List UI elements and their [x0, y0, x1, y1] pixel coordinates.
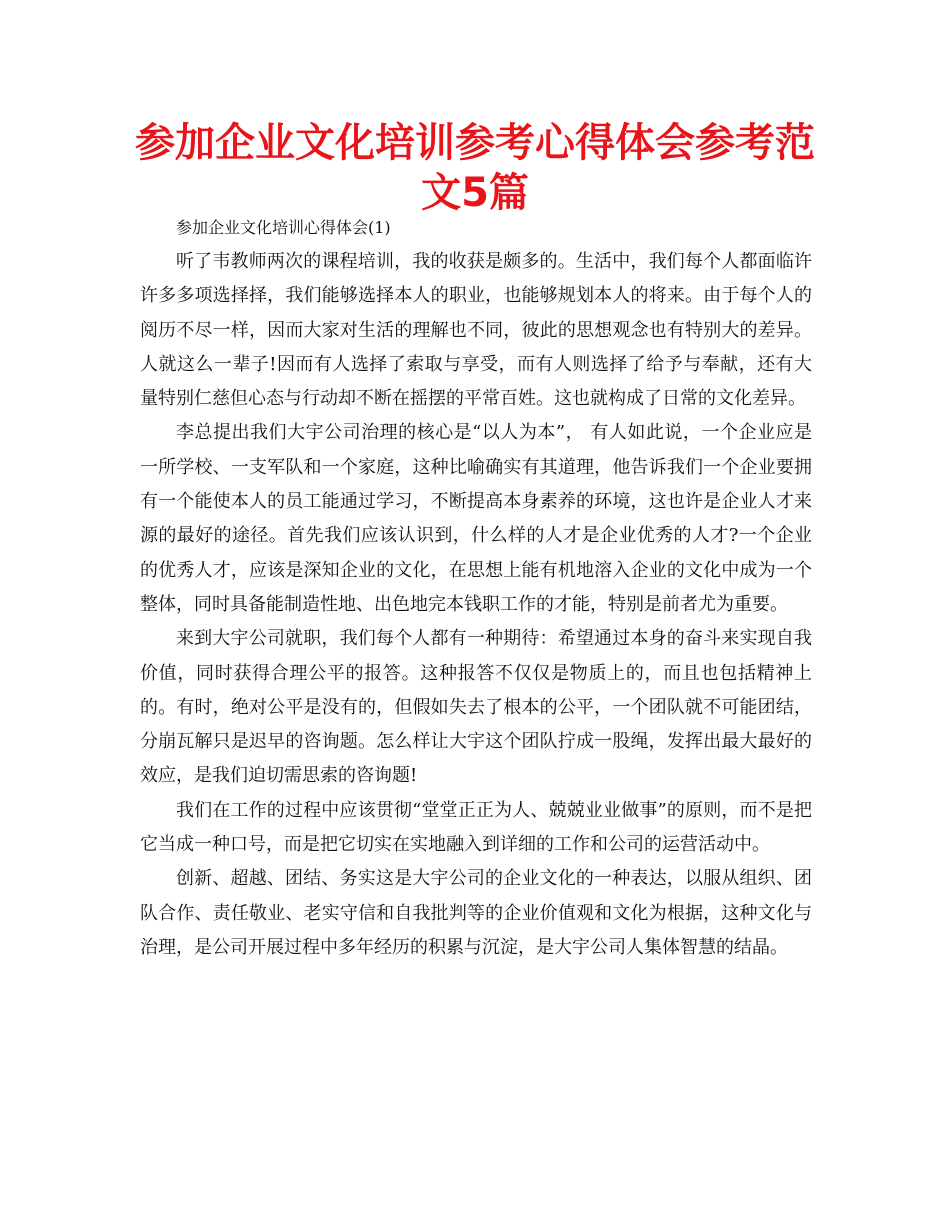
paragraph-1: 听了韦教师两次的课程培训，我的收获是颇多的。生活中，我们每个人都面临许许多多项选择择，我们能够选择本人的职业，也能够规划本人的将来。由于每个人的阅历不尽一样，因而大家对生活的理解也不同，彼此的思想观念也有特别大的差异。人就这么一辈子!因而有人选择了索取与享受，而有人则选择了给予与奉献，还有大量特别仁慈但心态与行动却不断在摇摆的平常百姓。这也就构成了日常的文化差异。 [140, 251, 812, 410]
paragraph-2: 李总提出我们大宇公司治理的核心是“以人为本”， 有人如此说，一个企业应是一所学校、一支军队和一个家庭，这种比喻确实有其道理，他告诉我们一个企业要拥有一个能使本人的员工能通过学习，不断提高本身素养的环境，这也许是企业人才来源的最好的途径。首先我们应该认识到，什么样的人才是企业优秀的人才?一个企业的优秀人才，应该是深知企业的文化，在思想上能有机地溶入企业的文化中成为一个整体，同时具备能制造性地、出色地完本钱职工作的才能，特别是前者尤为重要。 [140, 422, 812, 615]
document-body [140, 211, 812, 965]
paragraph-5: 创新、超越、团结、务实这是大宇公司的企业文化的一种表达，以服从组织、团队合作、责任敬业、老实守信和自我批判等的企业价值观和文化为根据，这种文化与治理，是公司开展过程中多年经历的积累与沉淀，是大宇公司人集体智慧的结晶。 [140, 868, 812, 958]
paragraph-3: 来到大宇公司就职，我们每个人都有一种期待：希望通过本身的奋斗来实现自我价值，同时获得合理公平的报答。这种报答不仅仅是物质上的，而且也包括精神上的。有时，绝对公平是没有的，但假如失去了根本的公平，一个团队就不可能团结，分崩瓦解只是迟早的咨询题。怎么样让大宇这个团队拧成一股绳，发挥出最大最好的效应，是我们迫切需思索的咨询题! [140, 628, 812, 787]
document-title: 参加企业文化培训参考心得体会参考范文5篇 [135, 120, 815, 216]
section-subheading: 参加企业文化培训心得体会(1) [176, 218, 391, 237]
paragraph-4: 我们在工作的过程中应该贯彻“堂堂正正为人、兢兢业业做事”的原则，而不是把它当成一种口号，而是把它切实在实地融入到详细的工作和公司的运营活动中。 [140, 799, 812, 856]
